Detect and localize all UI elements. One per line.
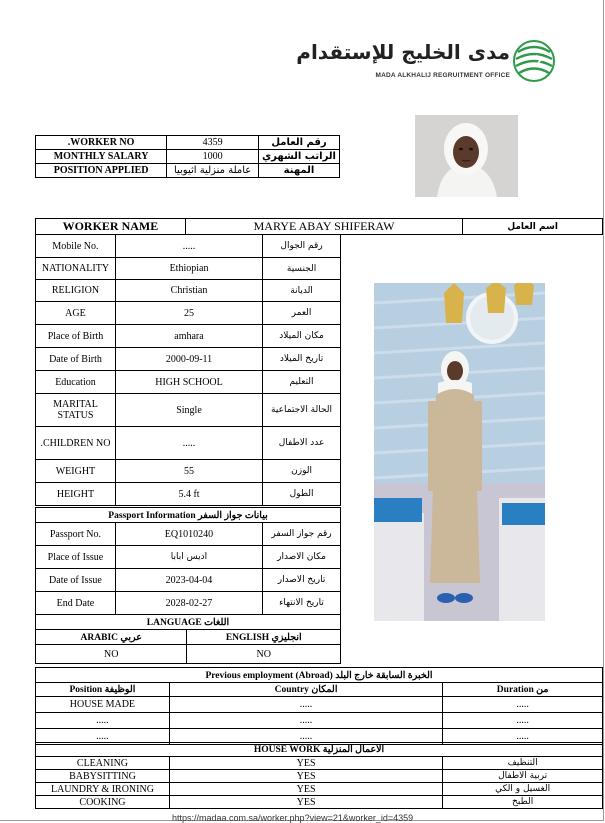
table-row [36, 136, 340, 150]
table-row [36, 427, 341, 460]
table-row [36, 683, 603, 697]
detail-label: Education [36, 371, 116, 394]
employment-country: ..... [169, 713, 442, 729]
table-row [36, 757, 603, 770]
employment-duration: ..... [443, 713, 603, 729]
detail-value: Ethiopian [115, 258, 262, 280]
table-row [36, 713, 603, 729]
table-row [36, 394, 341, 427]
table-row [36, 258, 341, 280]
employment-duration: ..... [443, 697, 603, 713]
passport-value: EQ1010240 [115, 523, 262, 546]
table-row [36, 697, 603, 713]
house-work-value: YES [169, 783, 442, 796]
worker-name-value: MARYE ABAY SHIFERAW [185, 219, 462, 235]
passport-label-ar: مكان الاصدار [263, 546, 341, 569]
logo-english-text: MADA ALKHALIJ REGRUITMENT OFFICE [375, 72, 510, 79]
previous-employment-table [35, 667, 603, 745]
house-work-label-ar: الغسيل و الكي [443, 783, 603, 796]
detail-label: RELIGION [36, 280, 116, 302]
detail-label-ar: تاريخ الميلاد [263, 348, 341, 371]
house-work-value: YES [169, 796, 442, 809]
house-work-label-ar: الطبخ [443, 796, 603, 809]
passport-label: Passport No. [36, 523, 116, 546]
house-work-label: LAUNDRY & IRONING [36, 783, 170, 796]
passport-section-title: Passport Information بيانات جواز السفر [36, 508, 341, 523]
house-work-value: YES [169, 770, 442, 783]
worker-no-label: .WORKER NO [36, 136, 167, 150]
detail-value: Single [115, 394, 262, 427]
detail-value: 5.4 ft [115, 483, 262, 506]
house-work-value: YES [169, 757, 442, 770]
detail-label: WEIGHT [36, 460, 116, 483]
house-work-label-ar: التنظيف [443, 757, 603, 770]
table-row [36, 796, 603, 809]
employment-duration: ..... [443, 729, 603, 745]
table-row [36, 523, 341, 546]
table-row [36, 569, 341, 592]
passport-value: اديس ابابا [115, 546, 262, 569]
passport-label: Place of Issue [36, 546, 116, 569]
arabic-value: NO [36, 645, 187, 664]
table-row [36, 150, 340, 164]
header-table [35, 135, 340, 178]
detail-label-ar: عدد الاطفال [263, 427, 341, 460]
detail-value: 2000-09-11 [115, 348, 262, 371]
passport-label: End Date [36, 592, 116, 615]
detail-label: Mobile No. [36, 235, 116, 258]
table-row [36, 325, 341, 348]
table-row [36, 219, 603, 235]
language-table [35, 614, 341, 664]
employment-country: ..... [169, 697, 442, 713]
table-row [36, 546, 341, 569]
table-row [36, 460, 341, 483]
detail-label: HEIGHT [36, 483, 116, 506]
detail-label: .CHILDREN NO [36, 427, 116, 460]
detail-value: amhara [115, 325, 262, 348]
detail-label-ar: الطول [263, 483, 341, 506]
detail-label: NATIONALITY [36, 258, 116, 280]
detail-label-ar: العمر [263, 302, 341, 325]
portrait-photo [415, 115, 518, 197]
position-applied-label: POSITION APPLIED [36, 164, 167, 178]
arabic-label: ARABIC عربي [36, 630, 187, 645]
detail-value: Christian [115, 280, 262, 302]
details-table [35, 234, 341, 506]
position-applied-label-ar: المهنة [258, 164, 339, 178]
detail-label-ar: الوزن [263, 460, 341, 483]
detail-label-ar: رقم الجوال [263, 235, 341, 258]
position-applied-value: عاملة منزلية اثيوبيا [167, 164, 259, 178]
col-country-header: Country المكان [169, 683, 442, 697]
detail-label: MARITAL STATUS [36, 394, 116, 427]
detail-value: ..... [115, 235, 262, 258]
table-row [36, 668, 603, 683]
table-row [36, 630, 341, 645]
detail-value: ..... [115, 427, 262, 460]
english-value: NO [187, 645, 341, 664]
table-row [36, 348, 341, 371]
table-row [36, 645, 341, 664]
table-row [36, 302, 341, 325]
passport-label-ar: تاريخ الاصدار [263, 569, 341, 592]
employment-position: ..... [36, 729, 170, 745]
passport-label-ar: تاريخ الانتهاء [263, 592, 341, 615]
monthly-salary-label: MONTHLY SALARY [36, 150, 167, 164]
language-section-title: LANGUAGE اللغات [36, 615, 341, 630]
table-row [36, 280, 341, 302]
passport-table [35, 507, 341, 615]
detail-value: HIGH SCHOOL [115, 371, 262, 394]
table-row [36, 783, 603, 796]
employment-position: HOUSE MADE [36, 697, 170, 713]
table-row [36, 743, 603, 757]
col-position-header: Position الوظيفة [36, 683, 170, 697]
company-logo [296, 38, 570, 88]
table-row [36, 592, 341, 615]
passport-value: 2028-02-27 [115, 592, 262, 615]
employment-position: ..... [36, 713, 170, 729]
worker-name-table [35, 218, 603, 235]
detail-label-ar: الجنسية [263, 258, 341, 280]
worker-name-label: WORKER NAME [36, 219, 186, 235]
worker-no-value: 4359 [167, 136, 259, 150]
detail-label: AGE [36, 302, 116, 325]
logo-globe-icon [512, 38, 556, 84]
table-row [36, 615, 341, 630]
table-row [36, 164, 340, 178]
logo-arabic-text: مدى الخليج للإستقدام [296, 40, 510, 64]
house-work-table [35, 742, 603, 809]
detail-label-ar: التعليم [263, 371, 341, 394]
employment-country: ..... [169, 729, 442, 745]
house-work-label: CLEANING [36, 757, 170, 770]
house-work-label: COOKING [36, 796, 170, 809]
house-work-label-ar: تربية الاطفال [443, 770, 603, 783]
detail-label: Date of Birth [36, 348, 116, 371]
detail-label-ar: الديانة [263, 280, 341, 302]
detail-value: 55 [115, 460, 262, 483]
employment-section-title: Previous employment (Abroad) الخبرة السابقة خارج البلد [36, 668, 603, 683]
detail-label-ar: مكان الميلاد [263, 325, 341, 348]
table-row [36, 508, 341, 523]
full-body-photo [374, 283, 545, 621]
passport-label-ar: رقم جواز السفر [263, 523, 341, 546]
worker-no-label-ar: رقم العامل [258, 136, 339, 150]
house-work-section-title: HOUSE WORK الاعمال المنزلية [36, 743, 603, 757]
passport-value: 2023-04-04 [115, 569, 262, 592]
monthly-salary-label-ar: الراتب الشهري [258, 150, 339, 164]
col-duration-header: Duration من [443, 683, 603, 697]
detail-value: 25 [115, 302, 262, 325]
table-row [36, 483, 341, 506]
footer-url: https://madaa.com.sa/worker.php?view=21&worker_id=4359 [172, 813, 414, 823]
detail-label: Place of Birth [36, 325, 116, 348]
passport-label: Date of Issue [36, 569, 116, 592]
detail-label-ar: الحالة الاجتماعية [263, 394, 341, 427]
table-row [36, 235, 341, 258]
table-row [36, 770, 603, 783]
english-label: ENGLISH انجليزي [187, 630, 341, 645]
table-row [36, 371, 341, 394]
monthly-salary-value: 1000 [167, 150, 259, 164]
house-work-label: BABYSITTING [36, 770, 170, 783]
worker-name-label-ar: اسم العامل [463, 219, 603, 235]
